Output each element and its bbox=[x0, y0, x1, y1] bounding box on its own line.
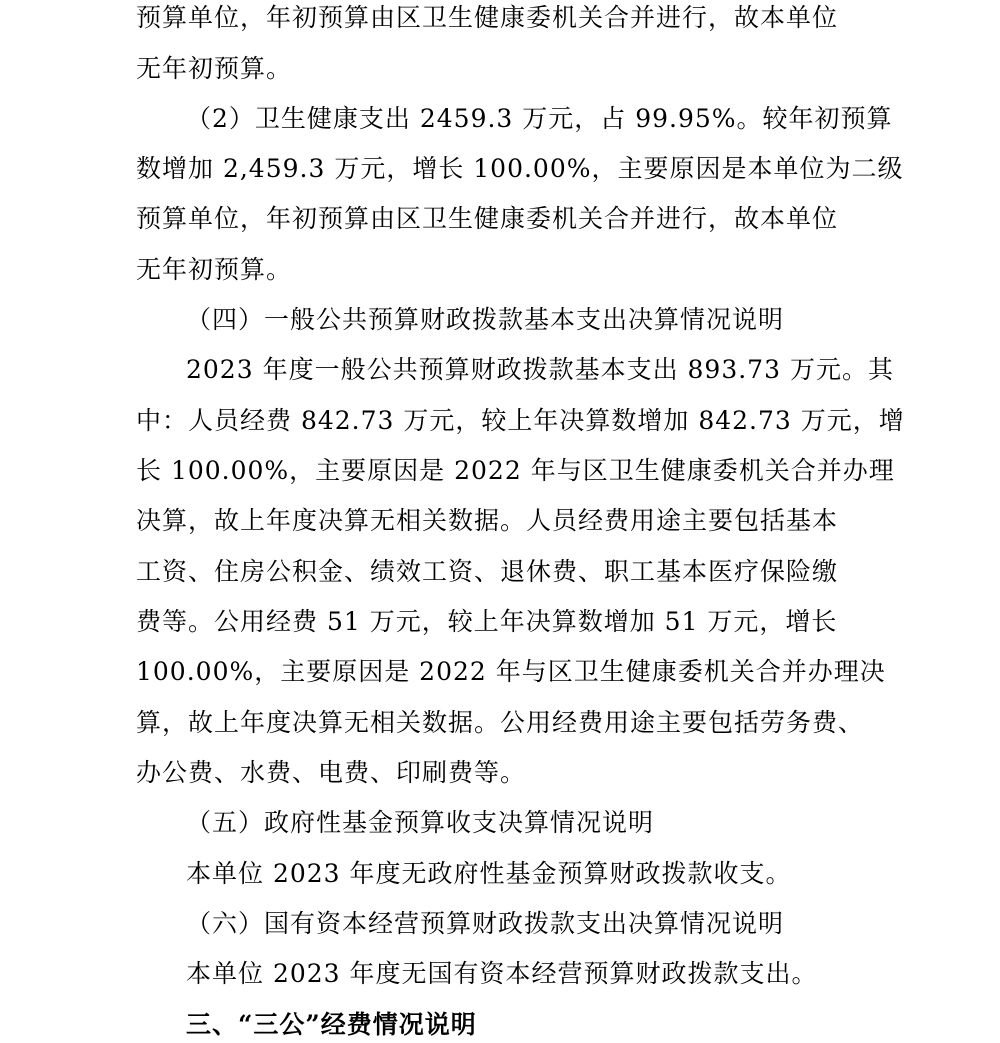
paragraph-line: 预算单位，年初预算由区卫生健康委机关合并进行，故本单位 bbox=[136, 3, 839, 32]
paragraph-line: 中：人员经费 842.73 万元，较上年决算数增加 842.73 万元，增 bbox=[136, 406, 905, 435]
paragraph-line: 工资、住房公积金、绩效工资、退休费、职工基本医疗保险缴 bbox=[136, 557, 839, 586]
paragraph-line: 本单位 2023 年度无国有资本经营预算财政拨款支出。 bbox=[186, 959, 818, 988]
paragraph-line: 数增加 2,459.3 万元，增长 100.00%，主要原因是本单位为二级 bbox=[136, 154, 904, 183]
paragraph-line: （2）卫生健康支出 2459.3 万元，占 99.95%。较年初预算 bbox=[186, 104, 893, 133]
section-heading: （五）政府性基金预算收支决算情况说明 bbox=[186, 808, 655, 837]
paragraph-line: 本单位 2023 年度无政府性基金预算财政拨款收支。 bbox=[186, 859, 792, 888]
paragraph-line: 预算单位，年初预算由区卫生健康委机关合并进行，故本单位 bbox=[136, 204, 839, 233]
section-heading: （六）国有资本经营预算财政拨款支出决算情况说明 bbox=[186, 909, 785, 938]
paragraph-line: 无年初预算。 bbox=[136, 54, 293, 83]
paragraph-line: 决算，故上年度决算无相关数据。人员经费用途主要包括基本 bbox=[136, 506, 839, 535]
paragraph-line: 长 100.00%，主要原因是 2022 年与区卫生健康委机关合并办理 bbox=[136, 456, 895, 485]
paragraph-line: 费等。公用经费 51 万元，较上年决算数增加 51 万元，增长 bbox=[136, 607, 838, 636]
paragraph-line: 2023 年度一般公共预算财政拨款基本支出 893.73 万元。其 bbox=[186, 355, 894, 384]
paragraph-line: 办公费、水费、电费、印刷费等。 bbox=[136, 758, 527, 787]
paragraph-line: 100.00%，主要原因是 2022 年与区卫生健康委机关合并办理决 bbox=[136, 657, 886, 686]
paragraph-line: 算，故上年度决算无相关数据。公用经费用途主要包括劳务费、 bbox=[136, 708, 865, 737]
chapter-heading: 三、“三公”经费情况说明 bbox=[186, 1010, 477, 1039]
paragraph-line: 无年初预算。 bbox=[136, 255, 293, 284]
section-heading: （四）一般公共预算财政拨款基本支出决算情况说明 bbox=[186, 305, 785, 334]
